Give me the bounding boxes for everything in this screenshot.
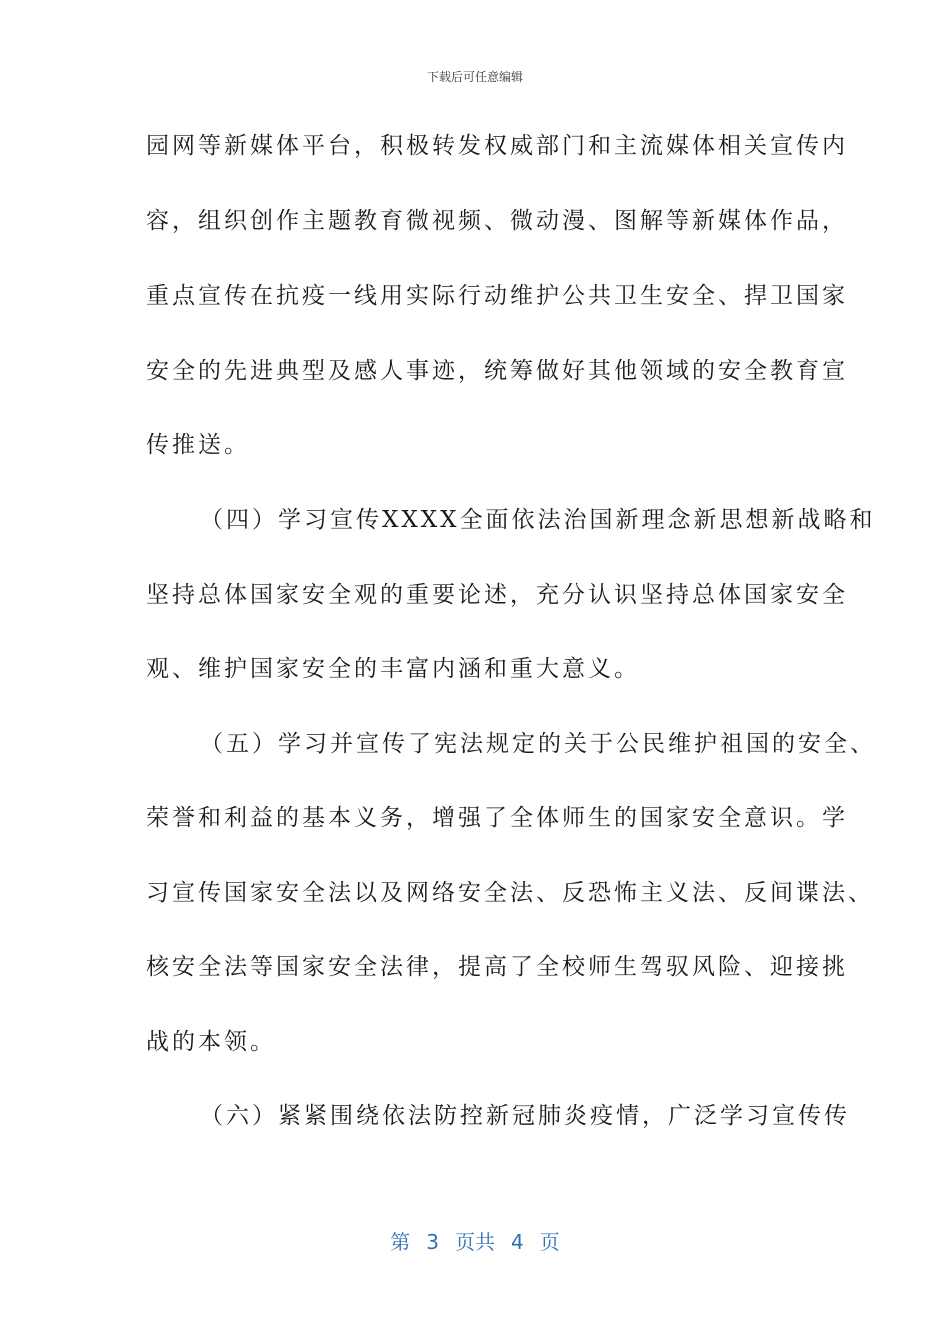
text-line: 安全的先进典型及感人事迹，统筹做好其他领域的安全教育宣: [146, 358, 848, 384]
text-line: 坚持总体国家安全观的重要论述，充分认识坚持总体国家安全: [146, 582, 848, 608]
text-line: 荣誉和利益的基本义务，增强了全体师生的国家安全意识。学: [146, 805, 848, 831]
page-footer: [0, 1226, 950, 1255]
text-line: （四）学习宣传XXXX全面依法治国新理念新思想新战略和: [200, 507, 876, 533]
text-line: （六）紧紧围绕依法防控新冠肺炎疫情，广泛学习宣传传: [200, 1103, 850, 1129]
current-page-number: 3: [426, 1230, 439, 1254]
header-note: 下载后可任意编辑: [426, 70, 523, 84]
text-line: 战的本领。: [146, 1029, 276, 1055]
text-line: 容，组织创作主题教育微视频、微动漫、图解等新媒体作品，: [146, 208, 848, 234]
text-line: 传推送。: [146, 432, 250, 458]
text-line: 重点宣传在抗疫一线用实际行动维护公共卫生安全、捍卫国家: [146, 283, 848, 309]
text-line: 园网等新媒体平台，积极转发权威部门和主流媒体相关宣传内: [146, 133, 848, 159]
footer-prefix: 第: [390, 1230, 411, 1254]
footer-middle: 页共: [455, 1230, 495, 1254]
text-line: （五）学习并宣传了宪法规定的关于公民维护祖国的安全、: [200, 731, 876, 757]
text-line: 核安全法等国家安全法律，提高了全校师生驾驭风险、迎接挑: [146, 954, 848, 980]
text-line: 观、维护国家安全的丰富内涵和重大意义。: [146, 656, 640, 682]
footer-suffix: 页: [539, 1230, 560, 1254]
total-page-count: 4: [511, 1230, 524, 1254]
text-line: 习宣传国家安全法以及网络安全法、反恐怖主义法、反间谍法、: [146, 880, 874, 906]
